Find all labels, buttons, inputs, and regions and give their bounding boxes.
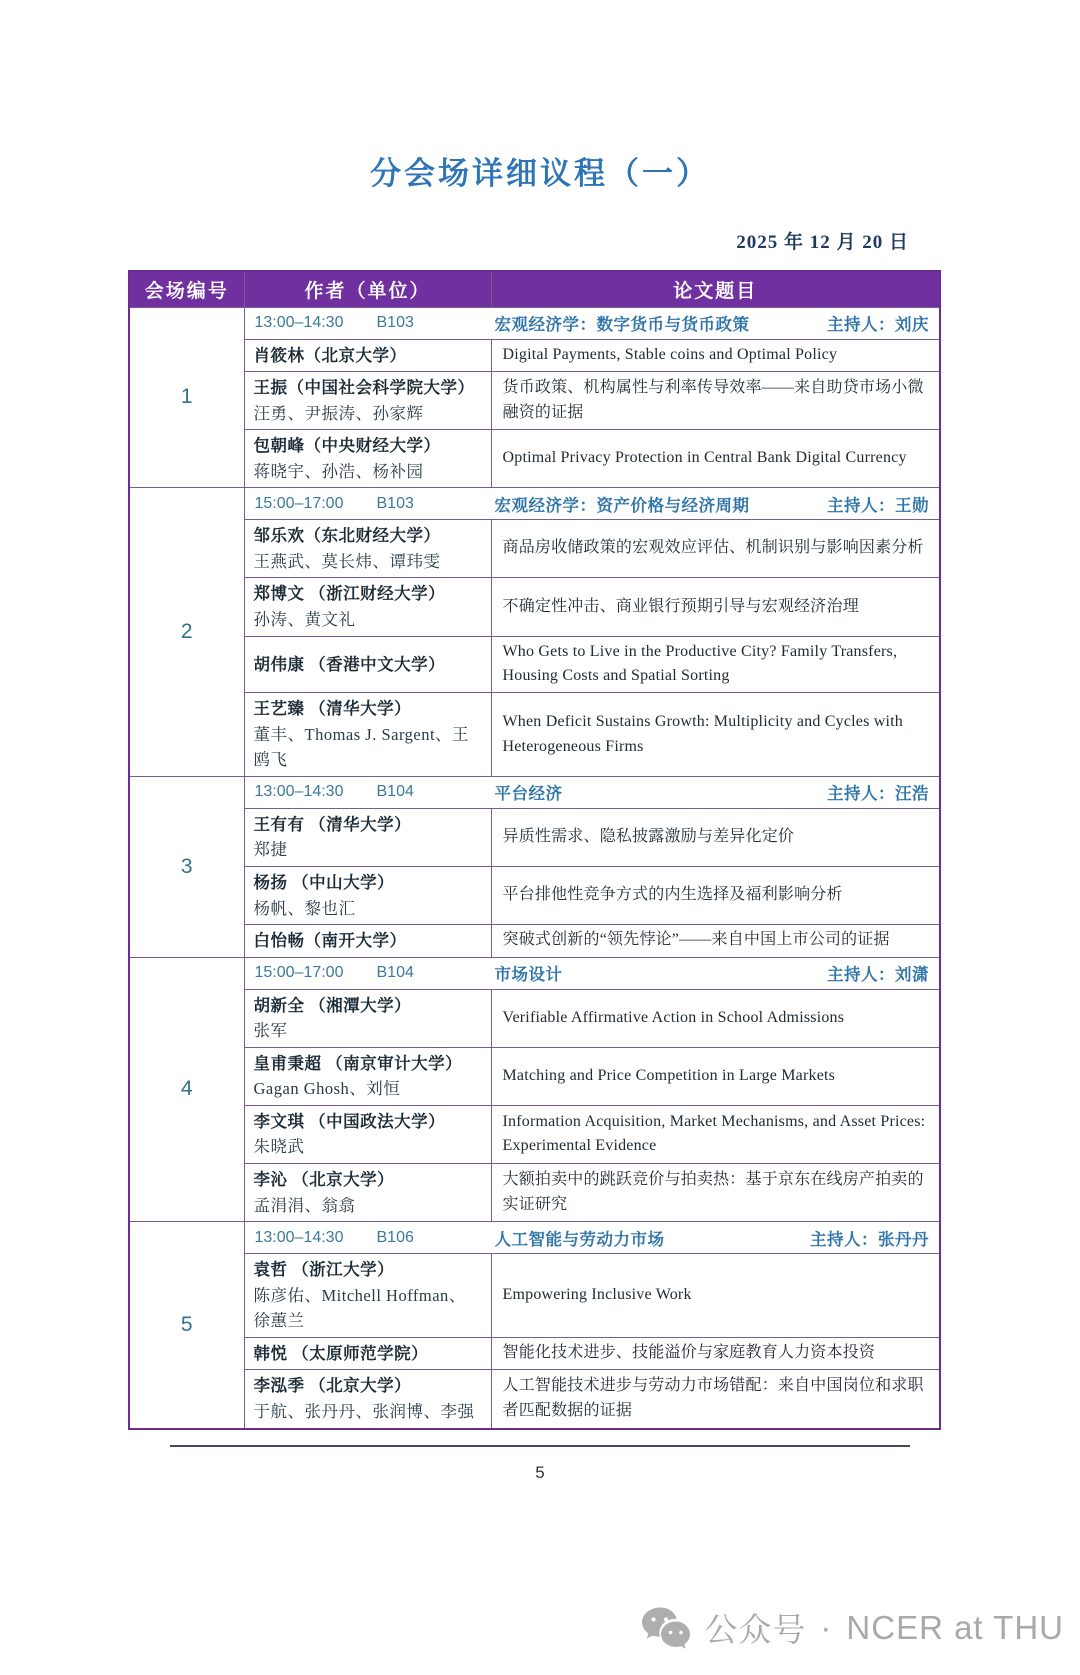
presenter-name: 韩悦 （太原师范学院） — [253, 1343, 429, 1363]
paper-row — [129, 372, 940, 430]
presenter-name: 李文琪 （中国政法大学） — [253, 1111, 446, 1131]
authors-cell — [244, 339, 491, 372]
authors-cell — [244, 1105, 491, 1163]
paper-row — [129, 1164, 940, 1222]
coauthor-names: 孙涛、黄文礼 — [253, 610, 356, 629]
presenter-name: 王有有 （清华大学） — [253, 814, 412, 834]
paper-row — [129, 578, 940, 636]
authors-cell — [244, 989, 491, 1047]
authors-cell — [244, 1047, 491, 1105]
paper-title-cell: Information Acquisition, Market Mechanisms, and Asset Prices: Experimental Evidence — [491, 1105, 940, 1163]
column-header-paper-title: 论文题目 — [491, 271, 940, 307]
coauthor-names: 郑捷 — [253, 840, 288, 860]
paper-title-cell: 人工智能技术进步与劳动力市场错配：来自中国岗位和求职者匹配数据的证据 — [491, 1370, 940, 1429]
session-time: 13:00–14:30 — [254, 1228, 344, 1246]
session-time: 15:00–17:00 — [254, 494, 344, 512]
paper-title-cell: Who Gets to Live in the Productive City? Family Transfers, Housing Costs and Spatial Sorting — [491, 636, 940, 693]
session-chair: 主持人：刘潇 — [827, 965, 929, 985]
paper-row — [129, 1337, 940, 1370]
session-header-row — [129, 1222, 940, 1254]
session-room: B104 — [376, 783, 414, 801]
paper-title-cell: Empowering Inclusive Work — [491, 1254, 940, 1338]
presenter-name: 李沁 （北京大学） — [253, 1170, 395, 1190]
session-header-row — [129, 488, 940, 520]
session-date: 2025 年 12 月 20 日 — [736, 232, 909, 253]
agenda-table-body — [129, 307, 940, 1429]
coauthor-names: 汪勇、尹振涛、孙家辉 — [253, 403, 424, 423]
paper-title-cell: 大额拍卖中的跳跃竞价与拍卖热：基于京东在线房产拍卖的实证研究 — [491, 1164, 940, 1222]
paper-title-cell: Verifiable Affirmative Action in School Admissions — [491, 989, 940, 1047]
paper-row — [129, 636, 940, 693]
session-time: 15:00–17:00 — [254, 964, 344, 982]
authors-cell — [244, 430, 491, 488]
session-time: 13:00–14:30 — [254, 783, 344, 801]
session-chair: 主持人：张丹丹 — [810, 1229, 929, 1249]
session-header-row — [129, 776, 940, 808]
page-number: 5 — [535, 1462, 545, 1482]
presenter-name: 胡新全 （湘潭大学） — [253, 995, 412, 1015]
presenter-name: 邹乐欢（东北财经大学） — [253, 526, 441, 546]
paper-row — [129, 520, 940, 578]
paper-title-cell: 商品房收储政策的宏观效应评估、机制识别与影响因素分析 — [491, 520, 940, 578]
session-number: 5 — [129, 1222, 244, 1429]
paper-row — [129, 989, 940, 1047]
paper-row — [129, 693, 940, 777]
authors-cell — [244, 372, 491, 430]
coauthor-names: 张军 — [253, 1021, 288, 1041]
presenter-name: 袁哲 （浙江大学） — [253, 1260, 395, 1280]
footer-divider — [170, 1445, 910, 1447]
coauthor-names: 杨帆、黎也汇 — [253, 898, 356, 918]
authors-cell — [244, 693, 491, 777]
presenter-name: 皇甫秉超 （南京审计大学） — [253, 1053, 463, 1073]
session-info-cell — [244, 957, 940, 989]
session-number: 3 — [129, 776, 244, 957]
session-header-row — [129, 307, 940, 339]
session-room: B103 — [376, 494, 414, 512]
column-header-session-number: 会场编号 — [129, 271, 244, 307]
coauthor-names: Gagan Ghosh、刘恒 — [253, 1079, 401, 1099]
wechat-watermark — [640, 1604, 1064, 1651]
paper-title-cell: 突破式创新的“领先悖论”——来自中国上市公司的证据 — [491, 925, 940, 958]
page-title: 分会场详细议程（一） — [370, 156, 710, 191]
table-header-row — [129, 271, 940, 307]
coauthor-names: 于航、张丹丹、张润博、李强 — [253, 1401, 475, 1421]
paper-row — [129, 925, 940, 958]
presenter-name: 白怡畅（南开大学） — [253, 931, 407, 951]
paper-title-cell: Digital Payments, Stable coins and Optimal Policy — [491, 339, 940, 372]
watermark-account: NCER at THU — [846, 1608, 1064, 1646]
coauthor-names: 朱晓武 — [253, 1137, 305, 1157]
presenter-name: 包朝峰（中央财经大学） — [253, 436, 441, 456]
paper-title-cell: 异质性需求、隐私披露激励与差异化定价 — [491, 808, 940, 866]
paper-row — [129, 430, 940, 488]
session-chair: 主持人：刘庆 — [827, 315, 929, 334]
paper-title-cell: Matching and Price Competition in Large Markets — [491, 1047, 940, 1105]
session-room: B103 — [376, 314, 414, 331]
paper-title-cell: 平台排他性竞争方式的内生选择及福利影响分析 — [491, 866, 940, 924]
authors-cell — [244, 578, 491, 636]
presenter-name: 肖筱林（北京大学） — [253, 345, 407, 365]
authors-cell — [244, 1370, 491, 1429]
session-chair: 主持人：王勋 — [827, 495, 929, 515]
session-room: B106 — [376, 1228, 414, 1246]
authors-cell — [244, 636, 491, 693]
coauthor-names: 孟涓涓、翁翕 — [253, 1195, 356, 1215]
authors-cell — [244, 925, 491, 958]
authors-cell — [244, 808, 491, 866]
watermark-label: 公众号 — [704, 1611, 807, 1648]
presenter-name: 杨扬 （中山大学） — [253, 872, 395, 892]
session-room: B104 — [376, 964, 414, 982]
session-topic: 人工智能与劳动力市场 — [494, 1229, 665, 1249]
paper-title-cell: 货币政策、机构属性与利率传导效率——来自助贷市场小微融资的证据 — [491, 372, 940, 430]
coauthor-names: 陈彦佑、Mitchell Hoffman、徐蕙兰 — [253, 1285, 466, 1331]
session-topic: 市场设计 — [494, 965, 563, 985]
paper-row — [129, 1105, 940, 1163]
presenter-name: 李泓季 （北京大学） — [253, 1376, 412, 1396]
session-number: 4 — [129, 957, 244, 1222]
session-number: 2 — [129, 488, 244, 777]
authors-cell — [244, 1254, 491, 1338]
paper-row — [129, 1254, 940, 1338]
authors-cell — [244, 520, 491, 578]
session-info-cell — [244, 488, 940, 520]
session-chair: 主持人：汪浩 — [827, 784, 929, 804]
paper-title-cell: When Deficit Sustains Growth: Multiplicity and Cycles with Heterogeneous Firms — [491, 693, 940, 777]
presenter-name: 王艺臻 （清华大学） — [253, 699, 412, 719]
paper-row — [129, 1047, 940, 1105]
paper-row — [129, 866, 940, 924]
paper-title-cell: 不确定性冲击、商业银行预期引导与宏观经济治理 — [491, 578, 940, 636]
presenter-name: 胡伟康 （香港中文大学） — [253, 654, 446, 674]
agenda-table — [128, 270, 941, 1430]
session-info-cell — [244, 307, 940, 339]
authors-cell — [244, 866, 491, 924]
session-time: 13:00–14:30 — [254, 314, 344, 331]
paper-title-cell: 智能化技术进步、技能溢价与家庭教育人力资本投资 — [491, 1337, 940, 1370]
authors-cell — [244, 1337, 491, 1370]
coauthor-names: 董丰、Thomas J. Sargent、王鸥飞 — [253, 724, 470, 770]
presenter-name: 郑博文 （浙江财经大学） — [253, 584, 446, 604]
paper-row — [129, 339, 940, 372]
wechat-icon — [640, 1606, 692, 1650]
session-topic: 平台经济 — [494, 784, 563, 804]
session-topic: 宏观经济学：数字货币与货币政策 — [494, 315, 750, 334]
authors-cell — [244, 1164, 491, 1222]
presenter-name: 王振（中国社会科学院大学） — [253, 378, 475, 398]
paper-row — [129, 1370, 940, 1429]
coauthor-names: 王燕武、莫长炜、谭玮雯 — [253, 551, 441, 571]
session-info-cell — [244, 776, 940, 808]
session-header-row — [129, 957, 940, 989]
coauthor-names: 蒋晓宇、孙浩、杨补园 — [253, 461, 424, 481]
session-info-cell — [244, 1222, 940, 1254]
column-header-authors: 作者（单位） — [244, 271, 491, 307]
session-number: 1 — [129, 307, 244, 488]
session-topic: 宏观经济学：资产价格与经济周期 — [494, 495, 750, 515]
watermark-separator: · — [820, 1608, 833, 1646]
paper-row — [129, 808, 940, 866]
paper-title-cell: Optimal Privacy Protection in Central Bank Digital Currency — [491, 430, 940, 488]
